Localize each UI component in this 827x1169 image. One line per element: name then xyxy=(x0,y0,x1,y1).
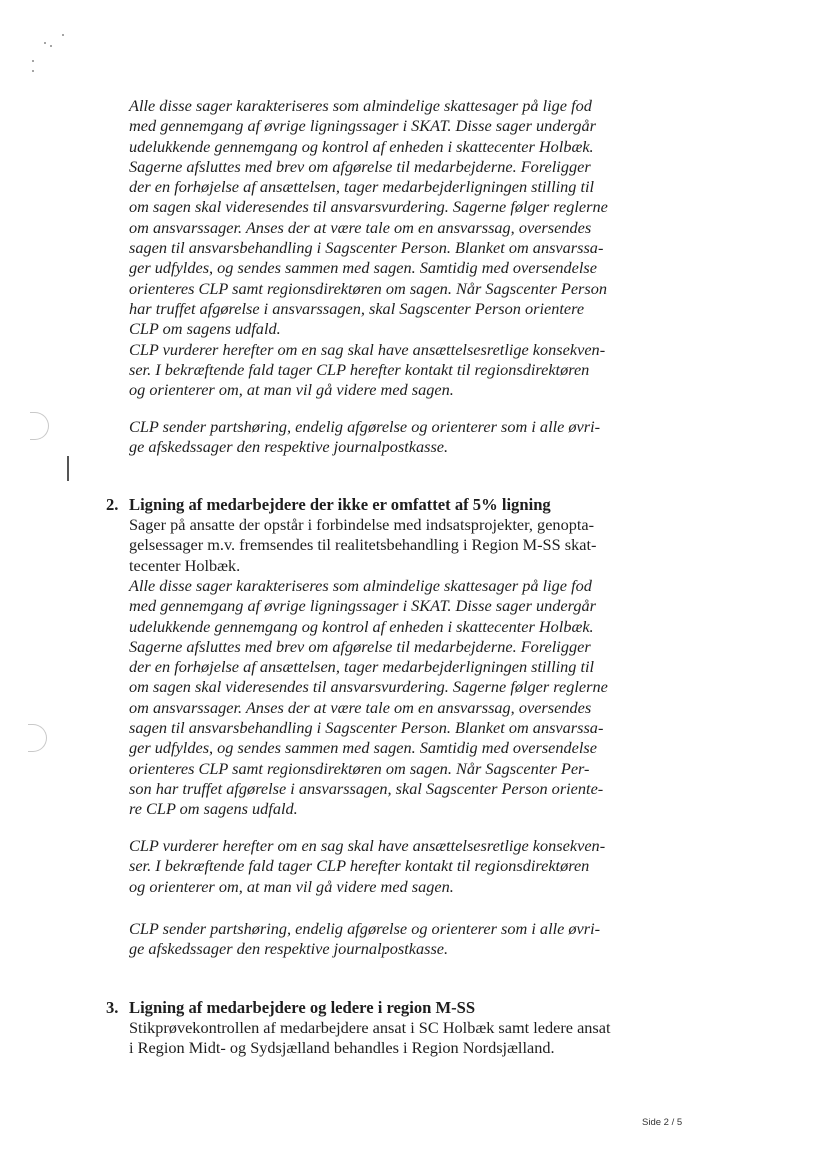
text-line: son har truffet afgørelse i ansvarssagen, skal Sagscenter Person oriente- xyxy=(129,778,604,798)
text-line: Alle disse sager karakteriseres som almindelige skattesager på lige fod xyxy=(129,576,592,595)
italic-paragraph-2 xyxy=(129,417,629,458)
text-line: og orienterer om, at man vil gå videre med sagen. xyxy=(129,876,454,896)
scan-speck xyxy=(44,42,46,44)
text-line: i Region Midt- og Sydsjælland behandles i Region Nordsjælland. xyxy=(129,1038,555,1058)
section-title: Ligning af medarbejdere der ikke er omfattet af 5% ligning xyxy=(129,495,551,514)
text-line: CLP vurderer herefter om en sag skal have ansættelsesretlige konsekven- xyxy=(129,836,606,855)
margin-line-mark xyxy=(67,456,69,481)
text-line: om ansvarssager. Anses der at være tale om en ansvarssag, oversendes xyxy=(129,697,592,717)
text-line: CLP om sagens udfald. xyxy=(129,319,281,339)
text-line: Sagerne afsluttes med brev om afgørelse til medarbejderne. Foreligger xyxy=(129,156,591,176)
text-line: CLP sender partshøring, endelig afgørelse og orienterer som i alle øvri- xyxy=(129,919,601,938)
text-line: Alle disse sager karakteriseres som almindelige skattesager på lige fod xyxy=(129,96,592,115)
section-2-italic-1 xyxy=(129,576,629,820)
section-2-italic-2 xyxy=(129,836,629,897)
text-line: om sagen skal videresendes til ansvarsvurdering. Sagerne følger reglerne xyxy=(129,197,608,217)
scan-speck xyxy=(32,70,34,72)
text-line: om sagen skal videresendes til ansvarsvurdering. Sagerne følger reglerne xyxy=(129,677,608,697)
text-line: tecenter Holbæk. xyxy=(129,555,241,575)
text-line: der en forhøjelse af ansættelsen, tager medarbejderligningen stilling til xyxy=(129,177,595,197)
text-line: CLP vurderer herefter om en sag skal have ansættelsesretlige konsekven- xyxy=(129,339,606,359)
punch-hole-mark xyxy=(30,412,49,440)
scan-speck xyxy=(62,34,64,36)
scan-speck xyxy=(32,60,34,62)
text-line: med gennemgang af øvrige ligningssager i SKAT. Disse sager undergår xyxy=(129,116,596,136)
text-line: udelukkende gennemgang og kontrol af enheden i skattecenter Holbæk. xyxy=(129,616,594,636)
section-2-heading xyxy=(106,495,551,515)
text-line: sagen til ansvarsbehandling i Sagscenter Person. Blanket om ansvarssa- xyxy=(129,238,604,258)
text-line: Sagerne afsluttes med brev om afgørelse til medarbejderne. Foreligger xyxy=(129,636,591,656)
text-line: sagen til ansvarsbehandling i Sagscenter Person. Blanket om ansvarssa- xyxy=(129,718,604,738)
section-number: 3. xyxy=(106,998,119,1017)
text-line: orienteres CLP samt regionsdirektøren om sagen. Når Sagscenter Per- xyxy=(129,758,590,778)
text-line: Sager på ansatte der opstår i forbindelse med indsatsprojekter, genopta- xyxy=(129,515,595,534)
italic-paragraph-1 xyxy=(129,96,629,400)
text-line: Stikprøvekontrollen af medarbejdere ansat i SC Holbæk samt ledere ansat xyxy=(129,1018,611,1037)
text-line: om ansvarssager. Anses der at være tale om en ansvarssag, oversendes xyxy=(129,217,592,237)
text-line: ge afskedssager den respektive journalpostkasse. xyxy=(129,437,449,457)
section-title: Ligning af medarbejdere og ledere i region M-SS xyxy=(129,998,476,1017)
section-number: 2. xyxy=(106,495,119,514)
text-line: ser. I bekræftende fald tager CLP herefter kontakt til regionsdirektøren xyxy=(129,359,590,379)
page-number: Side 2 / 5 xyxy=(642,1117,683,1128)
section-3-heading xyxy=(106,998,475,1018)
text-line: med gennemgang af øvrige ligningssager i SKAT. Disse sager undergår xyxy=(129,596,596,616)
section-2-body xyxy=(129,515,629,576)
text-line: ser. I bekræftende fald tager CLP herefter kontakt til regionsdirektøren xyxy=(129,856,590,876)
text-line: har truffet afgørelse i ansvarssagen, skal Sagscenter Person orientere xyxy=(129,298,585,318)
text-line: gelsessager m.v. fremsendes til realitetsbehandling i Region M-SS skat- xyxy=(129,535,597,555)
text-line: CLP sender partshøring, endelig afgørelse og orienterer som i alle øvri- xyxy=(129,417,601,436)
text-line: der en forhøjelse af ansættelsen, tager medarbejderligningen stilling til xyxy=(129,657,595,677)
section-2-italic-3 xyxy=(129,919,629,960)
text-line: re CLP om sagens udfald. xyxy=(129,799,298,819)
text-line: og orienterer om, at man vil gå videre med sagen. xyxy=(129,380,454,400)
text-line: ger udfyldes, og sendes sammen med sagen. Samtidig med oversendelse xyxy=(129,738,597,758)
text-line: orienteres CLP samt regionsdirektøren om sagen. Når Sagscenter Person xyxy=(129,278,607,298)
text-line: ger udfyldes, og sendes sammen med sagen. Samtidig med oversendelse xyxy=(129,258,597,278)
scan-speck xyxy=(50,45,52,47)
text-line: ge afskedssager den respektive journalpostkasse. xyxy=(129,939,449,959)
punch-hole-mark xyxy=(28,724,47,752)
section-3-body xyxy=(129,1018,629,1059)
text-line: udelukkende gennemgang og kontrol af enheden i skattecenter Holbæk. xyxy=(129,136,594,156)
